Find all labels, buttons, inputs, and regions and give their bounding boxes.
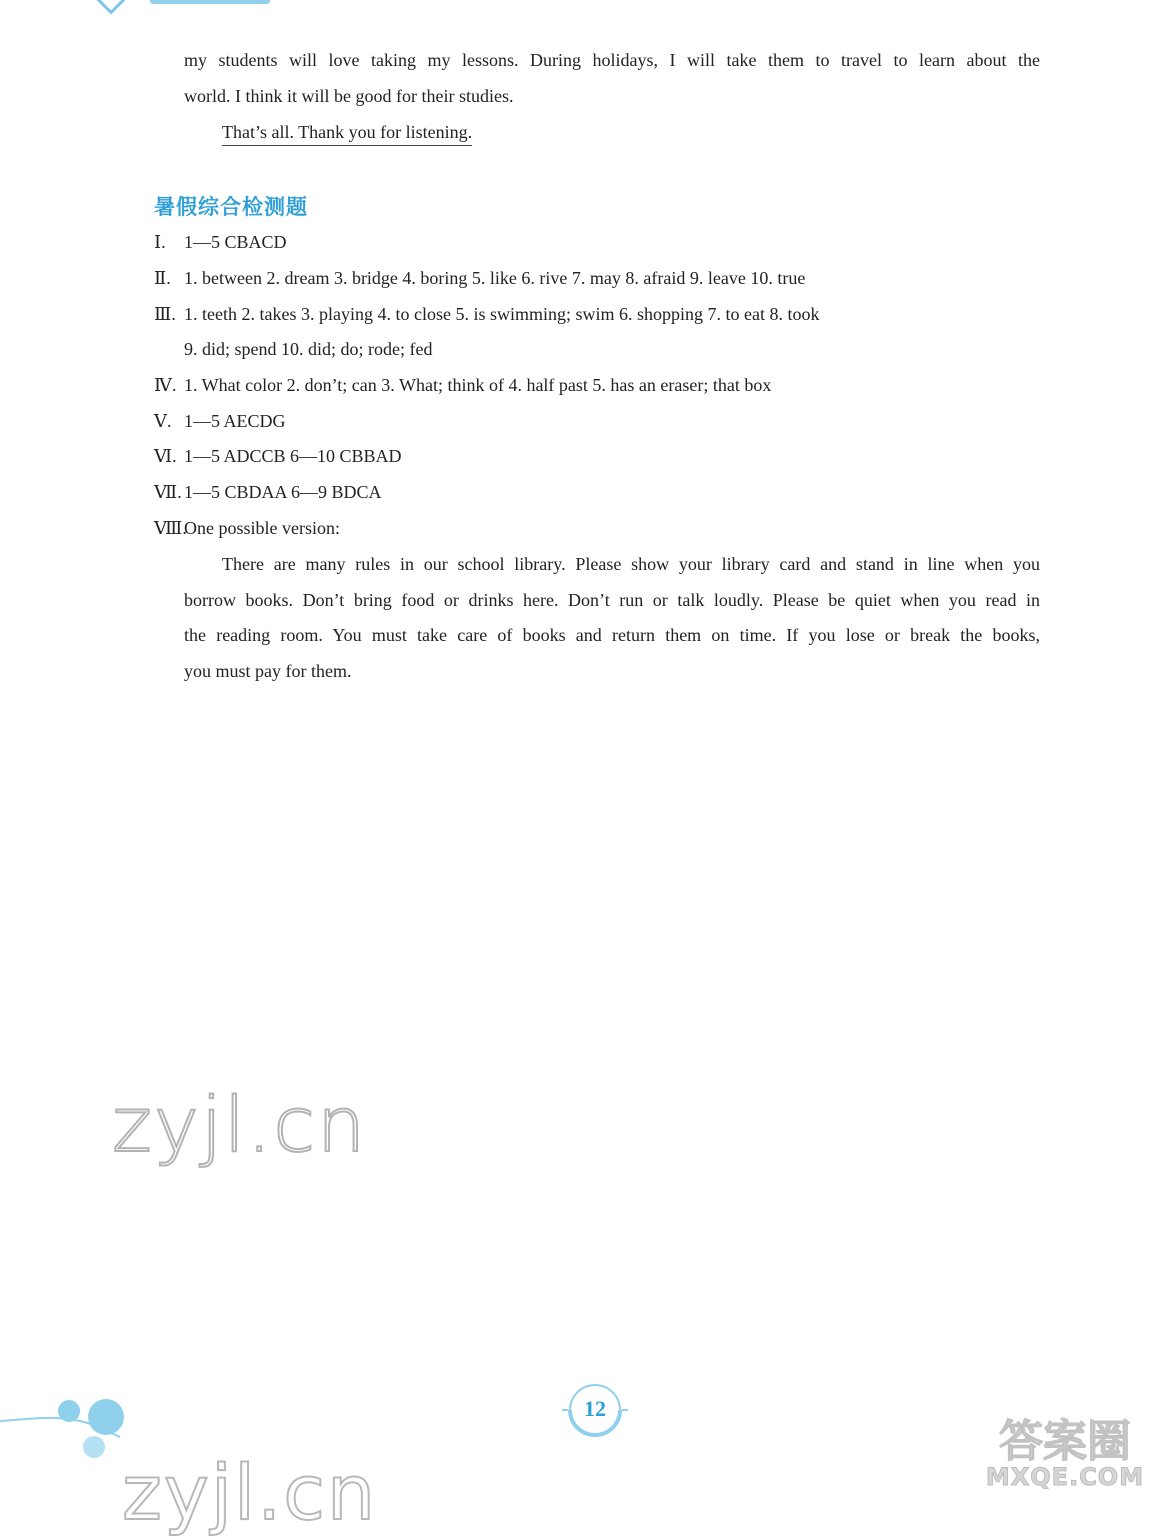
answer-row-5 — [154, 409, 286, 433]
answer-numeral: Ⅲ. — [154, 304, 176, 324]
essay-line-1: There are many rules in our school library. Please show your library card and stand in line when you — [222, 554, 1040, 574]
answer-text: One possible version: — [184, 518, 340, 538]
answer-row-3-continued: 9. did; spend 10. did; do; rode; fed — [184, 339, 433, 359]
answer-row-8 — [154, 516, 340, 540]
answer-text: 1—5 AECDG — [184, 411, 286, 431]
essay-line-4: you must pay for them. — [184, 661, 352, 681]
answer-numeral: Ⅰ. — [154, 232, 166, 252]
intro-line-1: my students will love taking my lessons. During holidays, I will take them to travel to learn about the — [184, 50, 1040, 70]
decorative-circles-icon — [0, 1385, 140, 1465]
section-title: 暑假综合检测题 — [154, 195, 308, 219]
intro-line-2: world. I think it will be good for their studies. — [184, 86, 514, 106]
answer-text: 1—5 ADCCB 6—10 CBBAD — [184, 446, 402, 466]
answer-numeral: Ⅵ. — [154, 446, 177, 466]
page-number: 12 — [584, 1396, 606, 1421]
site-logo — [965, 1405, 1165, 1495]
answer-row-6 — [154, 444, 402, 468]
logo-text-top: 答案圈 — [999, 1416, 1131, 1467]
answer-text: 1—5 CBDAA 6—9 BDCA — [184, 482, 382, 502]
answer-row-1 — [154, 230, 287, 254]
answer-row-2 — [154, 266, 805, 290]
answer-numeral: Ⅳ. — [154, 375, 177, 395]
answer-numeral: Ⅱ. — [154, 268, 171, 288]
watermark: zyjl.cn — [112, 1080, 368, 1169]
header-strip — [150, 0, 270, 4]
answer-row-4 — [154, 373, 771, 397]
answer-numeral: Ⅴ. — [154, 411, 172, 431]
answer-text: 1—5 CBACD — [184, 232, 287, 252]
answer-numeral: Ⅷ. — [154, 518, 187, 538]
answer-numeral: Ⅶ. — [154, 482, 182, 502]
answer-text: 1. teeth 2. takes 3. playing 4. to close 5. is swimming; swim 6. shopping 7. to eat 8. took — [184, 304, 820, 324]
essay-line-2: borrow books. Don’t bring food or drinks here. Don’t run or talk loudly. Please be quiet when you read in — [184, 590, 1040, 610]
answer-row-7 — [154, 480, 382, 504]
intro-closing: That’s all. Thank you for listening. — [222, 120, 472, 146]
header-diamond-icon — [95, 0, 126, 15]
page-number-badge — [562, 1380, 628, 1440]
answer-text: 1. What color 2. don’t; can 3. What; think of 4. half past 5. has an eraser; that box — [184, 375, 772, 395]
watermark-bottom: zyjl.cn — [122, 1448, 378, 1537]
answer-text: 1. between 2. dream 3. bridge 4. boring 5. like 6. rive 7. may 8. afraid 9. leave 10. true — [184, 268, 806, 288]
essay-line-3: the reading room. You must take care of books and return them on time. If you lose or break the books, — [184, 625, 1040, 645]
logo-text-bottom: MXQE.COM — [985, 1463, 1145, 1491]
answer-row-3 — [154, 302, 819, 326]
